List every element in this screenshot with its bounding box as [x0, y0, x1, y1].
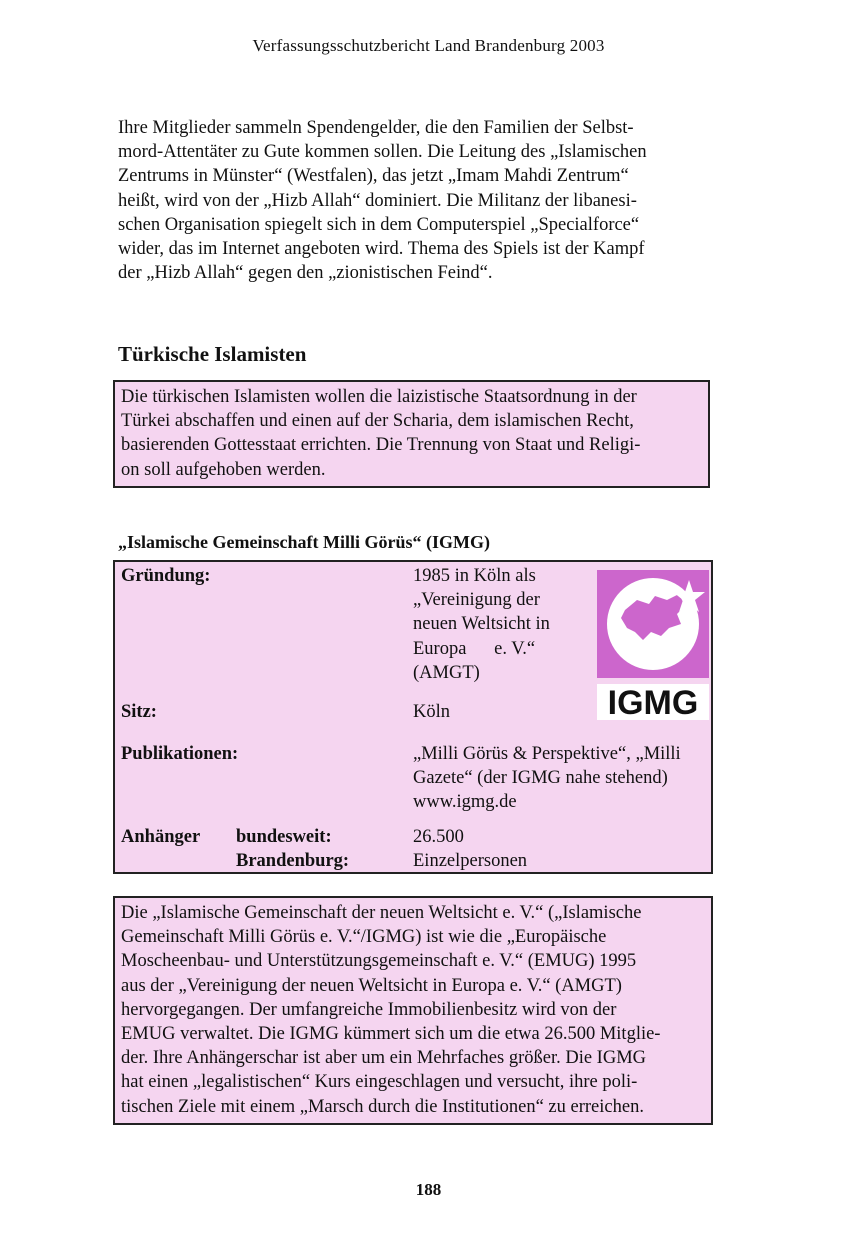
page-number: 188 — [415, 1180, 442, 1199]
supporters-label: Anhänger — [121, 827, 201, 847]
running-header: Verfassungsschutzbericht Land Brandenburg 2003 — [252, 36, 605, 55]
state-value: Einzelpersonen — [413, 851, 528, 871]
publications-line: „Milli Görüs & Perspektive“, „Milli — [413, 744, 681, 764]
founding-label: Gründung: — [121, 566, 211, 586]
summary-box — [113, 380, 710, 488]
igmg-logo-graphic — [597, 570, 709, 720]
federal-value: 26.500 — [413, 827, 464, 847]
section-title: Türkische Islamisten — [118, 342, 307, 366]
logo-wordmark: IGMG — [607, 684, 699, 720]
state-label: Brandenburg: — [236, 851, 350, 871]
summary-line: basierenden Gottesstaat errichten. Die Trennung von Staat und Religi- — [121, 435, 641, 456]
org-info-table — [113, 560, 713, 874]
publications-line: Gazete“ (der IGMG nahe stehend) — [413, 768, 668, 789]
federal-label: bundesweit: — [236, 827, 332, 847]
igmg-logo — [597, 570, 709, 720]
intro-line: wider, das im Internet angeboten wird. Thema des Spiels ist der Kampf — [118, 239, 645, 260]
publications-line: www.igmg.de — [413, 792, 517, 813]
founding-line: (AMGT) — [413, 662, 480, 683]
detail-line: Gemeinschaft Milli Görüs e. V.“/IGMG) ist wie die „Europäische — [121, 927, 607, 948]
detail-line: tischen Ziele mit einem „Marsch durch die Institutionen“ zu erreichen. — [121, 1096, 644, 1117]
intro-line: heißt, wird von der „Hizb Allah“ dominiert. Die Militanz der libanesi- — [118, 190, 637, 211]
founding-line: Europa e. V.“ — [413, 638, 536, 659]
detail-line: EMUG verwaltet. Die IGMG kümmert sich um die etwa 26.500 Mitglie- — [121, 1024, 661, 1045]
intro-line: Ihre Mitglieder sammeln Spendengelder, die den Familien der Selbst- — [118, 118, 634, 138]
publications-label: Publikationen: — [121, 744, 239, 764]
summary-line: on soll aufgehoben werden. — [121, 459, 326, 480]
founding-value — [413, 564, 585, 685]
detail-box — [113, 896, 713, 1125]
founding-line: neuen Weltsicht in — [413, 614, 550, 635]
detail-line: der. Ihre Anhängerschar ist aber um ein Mehrfaches größer. Die IGMG — [121, 1048, 647, 1069]
publications-value — [413, 742, 705, 815]
seat-value: Köln — [413, 702, 450, 722]
seat-label: Sitz: — [121, 702, 157, 722]
org-title: „Islamische Gemeinschaft Milli Görüs“ (IGMG) — [118, 532, 490, 552]
summary-line: Die türkischen Islamisten wollen die laizistische Staatsordnung in der — [121, 387, 637, 407]
founding-line: 1985 in Köln als — [413, 566, 536, 586]
detail-line: Moscheenbau- und Unterstützungsgemeinschaft e. V.“ (EMUG) 1995 — [121, 951, 637, 972]
summary-line: Türkei abschaffen und einen auf der Scharia, dem islamischen Recht, — [121, 411, 634, 432]
intro-line: Zentrums in Münster“ (Westfalen), das jetzt „Imam Mahdi Zentrum“ — [118, 166, 629, 187]
detail-line: hervorgegangen. Der umfangreiche Immobilienbesitz wird von der — [121, 999, 617, 1020]
detail-line: aus der „Vereinigung der neuen Weltsicht in Europa e. V.“ (AMGT) — [121, 975, 622, 996]
intro-line: schen Organisation spiegelt sich in dem Computerspiel „Specialforce“ — [118, 214, 640, 235]
detail-line: hat einen „legalistischen“ Kurs eingeschlagen und versucht, ihre poli- — [121, 1072, 638, 1093]
intro-line: mord-Attentäter zu Gute kommen sollen. Die Leitung des „Islamischen — [118, 142, 647, 163]
founding-line: „Vereinigung der — [413, 590, 540, 611]
detail-line: Die „Islamische Gemeinschaft der neuen Weltsicht e. V.“ („Islamische — [121, 903, 642, 923]
intro-line: der „Hizb Allah“ gegen den „zionistischen Feind“. — [118, 263, 493, 284]
intro-paragraph — [118, 116, 710, 285]
